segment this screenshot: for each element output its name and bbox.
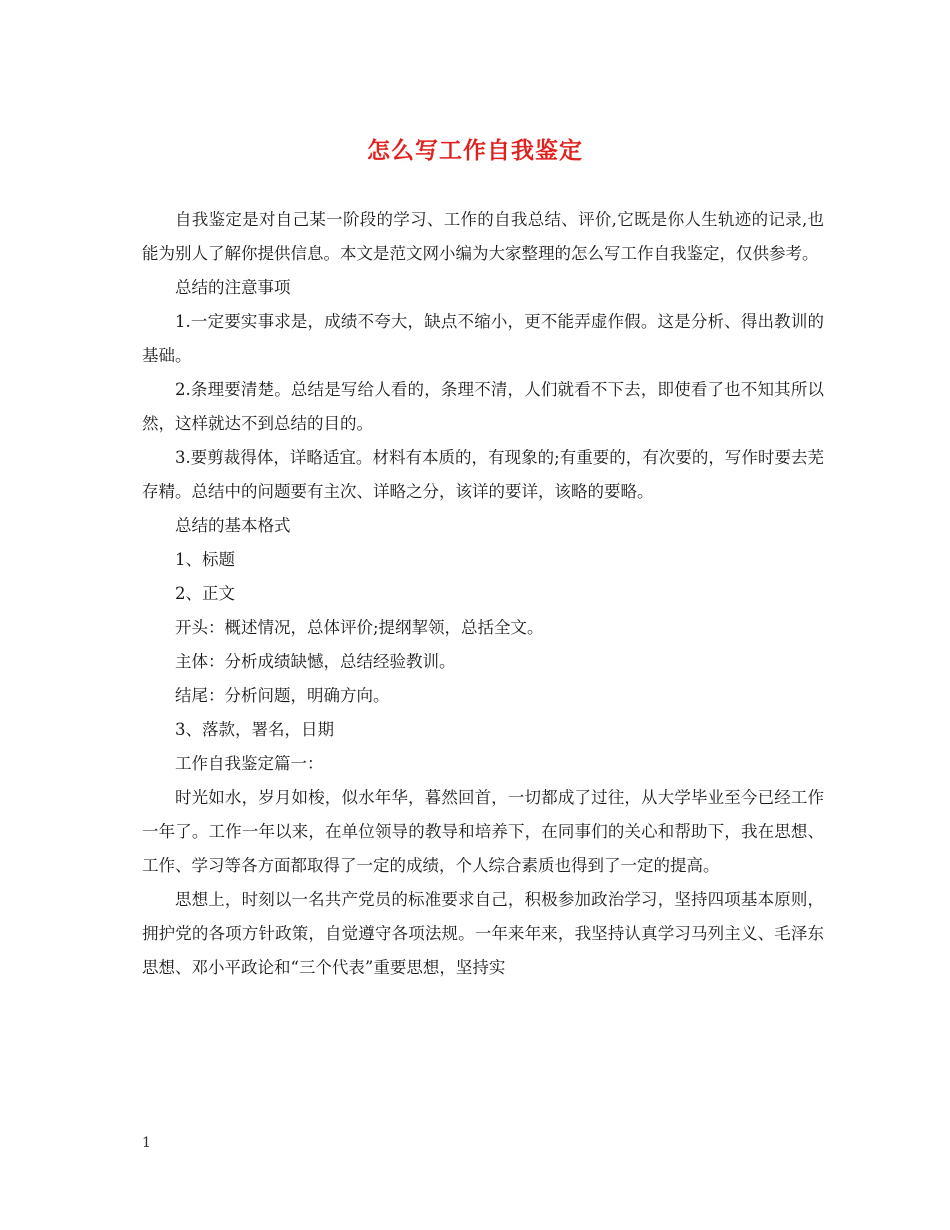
page-number: 1 xyxy=(142,1135,151,1151)
section-heading-sample-1: 工作自我鉴定篇一： xyxy=(175,754,324,773)
section-heading-notes: 总结的注意事项 xyxy=(175,278,291,297)
list-item-title: 1、标题 xyxy=(175,550,235,569)
document-title: 怎么写工作自我鉴定 xyxy=(367,137,583,164)
paragraph-sample-1: 时光如水，岁月如梭，似水年华，暮然回首，一切都成了过往，从大学毕业至今已经工作一年了。工作一年以来，在单位领导的教导和培养下，在同事们的关心和帮助下，我在思想、工作、学习等各方面都取得了一定的成绩，个人综合素质也得到了一定的提高。 xyxy=(142,788,824,875)
paragraph-opening: 开头：概述情况，总体评价;提纲挈领，总括全文。 xyxy=(175,618,544,637)
paragraph-sample-2: 思想上，时刻以一名共产党员的标准要求自己，积极参加政治学习，坚持四项基本原则，拥护党的各项方针政策，自觉遵守各项法规。一年来年来，我坚持认真学习马列主义、毛泽东思想、邓小平政论和“三个代表”重要思想，坚持实 xyxy=(142,890,824,977)
list-item-body: 2、正文 xyxy=(175,584,235,603)
list-item-signature: 3、落款，署名，日期 xyxy=(175,720,334,739)
paragraph-ending: 结尾：分析问题，明确方向。 xyxy=(175,686,390,705)
section-heading-format: 总结的基本格式 xyxy=(175,516,291,535)
paragraph-note-2: 2.条理要清楚。总结是写给人看的，条理不清，人们就看不下去，即使看了也不知其所以然，这样就达不到总结的目的。 xyxy=(142,380,824,433)
paragraph-note-3: 3.要剪裁得体，详略适宜。材料有本质的，有现象的;有重要的，有次要的，写作时要去芜存精。总结中的问题要有主次、详略之分，该详的要详，该略的要略。 xyxy=(142,448,824,501)
paragraph-main: 主体：分析成绩缺憾，总结经验教训。 xyxy=(175,652,456,671)
paragraph-intro: 自我鉴定是对自己某一阶段的学习、工作的自我总结、评价,它既是你人生轨迹的记录,也能为别人了解你提供信息。本文是范文网小编为大家整理的怎么写工作自我鉴定，仅供参考。 xyxy=(142,210,824,263)
paragraph-note-1: 1.一定要实事求是，成绩不夸大，缺点不缩小，更不能弄虚作假。这是分析、得出教训的基础。 xyxy=(142,312,824,365)
document-body xyxy=(142,203,824,985)
